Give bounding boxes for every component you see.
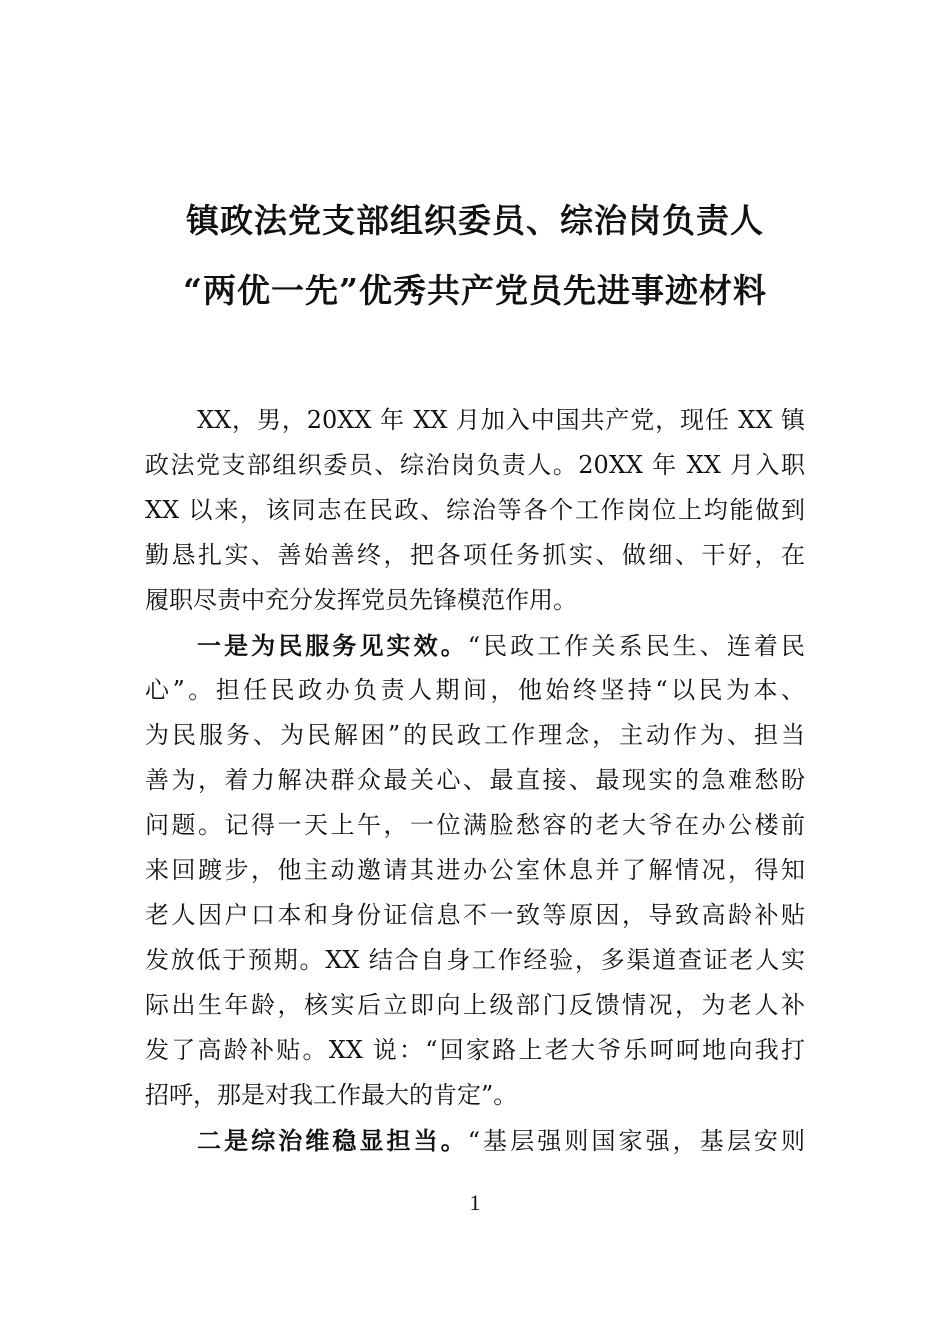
text-line: 老人因户口本和身份证信息不一致等原因，导致高龄补贴: [145, 901, 805, 929]
text-line: [145, 623, 805, 668]
document-title-line-1: 镇政法党支部组织委员、综治岗负责人: [186, 201, 764, 240]
text-line: 招呼，那是对我工作最大的肯定”。: [145, 1081, 518, 1109]
text-line: 心”。担任民政办负责人期间，他始终坚持“以民为本、: [145, 676, 805, 704]
document-title-line-2: “两优一先”优秀共产党员先进事迹材料: [183, 271, 767, 310]
text-span: “民政工作关系民生、连着民: [467, 632, 805, 660]
text-line: 发了高龄补贴。XX 说：“回家路上老大爷乐呵呵地向我打: [145, 1036, 805, 1064]
text-line: 善为，着力解决群众最关心、最直接、最现实的急难愁盼: [145, 766, 805, 794]
text-line: XX 以来，该同志在民政、综治等各个工作岗位上均能做到: [145, 496, 805, 524]
text-line: 发放低于预期。XX 结合自身工作经验，多渠道查证老人实: [145, 946, 805, 974]
text-span: “基层强则国家强，基层安则: [467, 1127, 805, 1155]
text-line: 履职尽责中充分发挥党员先锋模范作用。: [145, 586, 577, 614]
paragraph-service: [145, 623, 805, 1118]
text-line: 来回踱步，他主动邀请其进办公室休息并了解情况，得知: [145, 856, 805, 884]
section-heading: 二是综治维稳显担当。: [197, 1126, 468, 1155]
text-line: 为民服务、为民解困”的民政工作理念，主动作为、担当: [145, 721, 805, 749]
text-line: 政法党支部组织委员、综治岗负责人。20XX 年 XX 月入职: [145, 451, 805, 479]
document-body: [145, 398, 805, 1163]
text-line: 勤恳扎实、善始善终，把各项任务抓实、做细、干好，在: [145, 541, 805, 569]
text-line: XX，男，20XX 年 XX 月加入中国共产党，现任 XX 镇: [197, 406, 805, 434]
section-heading: 一是为民服务见实效。: [197, 631, 468, 660]
text-line: 际出生年龄，核实后立即向上级部门反馈情况，为老人补: [145, 991, 805, 1019]
paragraph-stability: [145, 1118, 805, 1163]
text-line: [145, 1118, 805, 1163]
paragraph-intro: [145, 398, 805, 623]
page-number: 1: [469, 1190, 481, 1215]
text-line: 问题。记得一天上午，一位满脸愁容的老大爷在办公楼前: [145, 811, 805, 839]
